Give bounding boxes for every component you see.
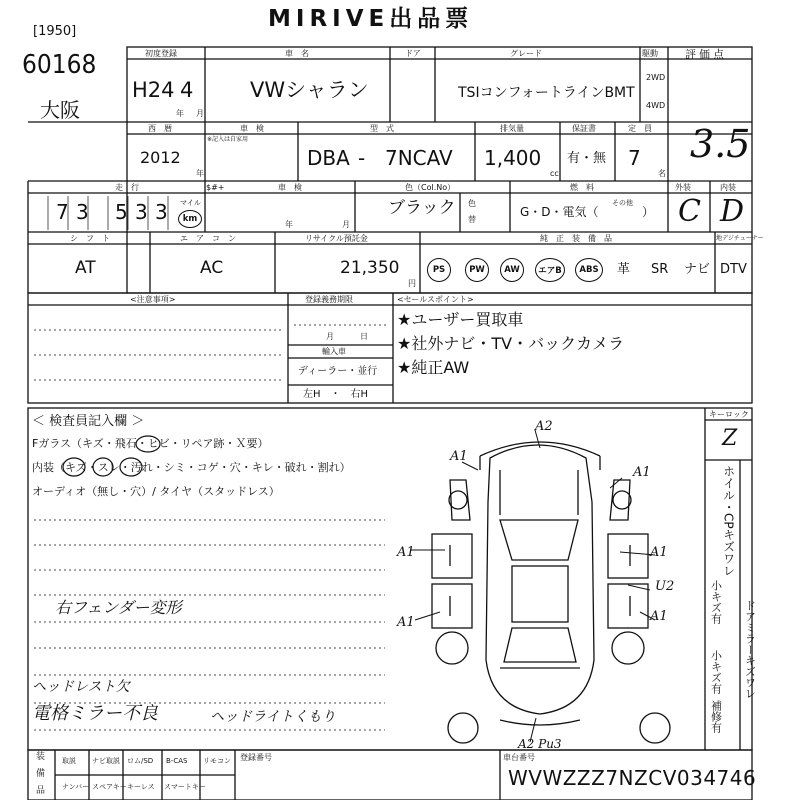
equip-ps-circled: PS [427,258,451,282]
handle-side: 左H ・ 右H [303,389,369,400]
model-dash: - [358,146,366,170]
drive-2wd: 2WD [646,73,666,82]
color: ブラック [388,198,456,218]
equip-aw-circled: AW [500,258,524,282]
handwritten-note: 電格ミラー不良 [32,703,158,724]
km-unit-circled: km [178,210,202,228]
sales-point: ★ユーザー買取車 [397,310,524,329]
ac-value: AC [200,258,224,278]
western-year: 2012 [140,148,181,167]
equip-manual: 取説 [62,757,76,765]
label-exterior: 外装 [675,183,691,192]
shift-value: AT [75,258,96,278]
sales-point: ★純正AW [397,358,470,377]
label-reg-expiry: 登録義務期限 [305,295,353,304]
label-displacement: 排気量 [500,124,524,133]
inspector-glass: Fガラス（キズ・飛石・ヒビ・リペア跡・Ｘ要） [32,437,269,450]
fuel-options: G・D・電気（ [520,205,599,219]
equip-spare-key: スペアキー [92,783,127,791]
unit-persons: 名 [658,169,666,178]
car-name: VWシャラン [250,78,369,102]
damage-mark: A2 [535,419,553,434]
label-sales-points: <セールスポイント> [397,295,474,304]
damage-mark: U2 [655,579,675,594]
label-first-reg: 初度登録 [145,49,177,58]
displacement: 1,400 [484,146,542,170]
label-shift: シ フ ト [70,234,110,243]
equip-side-label: 装 [36,752,46,762]
damage-mark: A1 [650,609,668,624]
auction-id: [1950] [33,24,77,39]
mileage-digit: 3 [76,200,89,224]
label-color: 色（Col.No） [405,183,456,192]
label-equipment: 純 正 装 備 品 [540,234,612,243]
unit-day-5: 日 [360,332,368,341]
first-reg-month: 4 [180,78,194,102]
label-capacity: 定 員 [628,124,652,133]
location: 大阪 [40,98,80,122]
label-notes: <注意事項> [130,295,176,304]
unit-month-3: 月 [342,220,350,229]
interior-grade: D [720,194,745,229]
lot-number: 60168 [22,50,97,80]
label-recycle: リサイクル預託金 [305,234,368,243]
label-ac: エ ア コ ン [180,234,236,243]
equip-navi: ナビ [684,262,711,277]
model-prefix: DBA [307,146,350,170]
fuel-close: ） [642,205,655,219]
equip-bcas: B-CAS [166,757,188,765]
auction-score: 3.5 [690,122,751,166]
damage-mark: A1 [650,545,668,560]
label-tuner: 地デジチューナー [716,235,764,242]
unit-year-2: 年 [196,169,204,178]
unit-year-3: 年 [285,220,293,229]
sales-point: ★社外ナビ・TV・バックカメラ [397,334,625,353]
equip-airbag-circled: エアB [535,258,565,282]
equip-navi-manual: ナビ取説 [92,757,120,765]
dealer-parallel: ディーラー・並行 [298,366,378,377]
equip-sunroof: SR [651,262,669,277]
grade: TSIコンフォートラインBMT [458,85,635,101]
label-model: 型 式 [370,124,394,133]
color-change-bottom: 替 [468,215,476,224]
damage-mark: A2 Pu3 [518,737,562,751]
mileage-digit: 7 [56,200,69,224]
label-car-name: 車 名 [285,49,309,58]
label-shaken-3: 車 検 [278,183,302,192]
right-note-mirror-detail: 小キズ有 [709,650,723,694]
drive-4wd: 4WD [646,101,666,110]
inspector-interior: 内装（キズ・スレ・汚れ・シミ・コゲ・穴・キレ・破れ・割れ） [32,461,351,474]
damage-mark: A1 [450,449,468,464]
equip-side-label: 備 [36,769,46,779]
keylock-value: Z [722,426,738,451]
right-note-wheel-detail: 小キズ有 [709,580,723,624]
equip-leather: 革 [617,262,631,277]
auction-logo: MIRIVE出品票 [268,6,474,32]
label-warranty: 保証書 [572,124,596,133]
equip-pw-circled: PW [465,258,489,282]
equip-remote: リモコン [203,757,231,765]
label-chassis: 車台番号 [503,753,535,762]
equip-smart-key: スマートキー [164,783,206,791]
chassis-number: WVWZZZ7NZCV034746 [508,766,757,790]
label-fuel: 燃 料 [570,183,594,192]
label-interior: 内装 [720,183,736,192]
label-import: 輸入車 [322,347,346,356]
recycle-value: 21,350 [340,258,400,278]
unit-month-5: 月 [326,332,334,341]
equip-rom-sd: ロム/SD [127,757,154,765]
label-shaken: 車 検 [240,124,264,133]
label-reg-plate: 登録番号 [240,753,272,762]
unit-cc: cc [550,169,559,178]
mileage-digit: 3 [155,200,168,224]
mile-unit: マイル [180,199,201,207]
label-western-year: 西 暦 [148,124,172,133]
mileage-digit: 3 [135,200,148,224]
capacity: 7 [628,146,641,170]
warranty: 有・無 [567,151,607,166]
keylock-label: キーロック [709,410,749,419]
handwritten-note: ヘッドレスト欠 [32,679,130,695]
handwritten-note: 右フェンダー変形 [55,598,182,617]
damage-mark: A1 [633,465,651,480]
first-reg-era: H24 [132,78,175,102]
label-score: 評価点 [685,48,727,61]
equip-side-label: 品 [36,786,46,796]
equip-dtv: DTV [720,262,747,277]
equip-keyless: キーレス [127,783,155,791]
unit-month-1: 月 [196,109,204,118]
shaken-note: ※記入は自家用 [207,136,249,143]
recycle-unit: 円 [408,279,416,288]
label-mileage: 走 行 [115,183,139,192]
exterior-grade: C [678,194,701,229]
damage-mark: A1 [397,545,415,560]
label-drive: 駆動 [642,49,658,58]
label-grade: グレード [510,49,542,58]
inspector-audio: オーディオ（無し・穴）/ タイヤ（スタッドレス） [32,485,280,498]
handwritten-note: ヘッドライトくもり [210,709,336,725]
label-odo: $#+ [206,183,225,192]
inspector-title: ＜ 検査員記入欄 ＞ [32,414,145,429]
label-door: ドア [405,49,421,58]
right-note-repair: 補修有 [709,700,723,733]
right-note-mirror: ドアミラーキズワレ [743,600,757,699]
equip-plate: ナンバー [62,783,90,791]
unit-year-1: 年 [176,109,184,118]
damage-mark: A1 [397,615,415,630]
mileage-digit: 5 [115,200,128,224]
fuel-other: その他 [612,199,633,207]
color-change-top: 色 [468,199,476,208]
right-note-wheel: ホイル・CPキズワレ [721,465,736,577]
model-code: 7NCAV [385,146,453,170]
equip-abs-circled: ABS [575,258,603,282]
